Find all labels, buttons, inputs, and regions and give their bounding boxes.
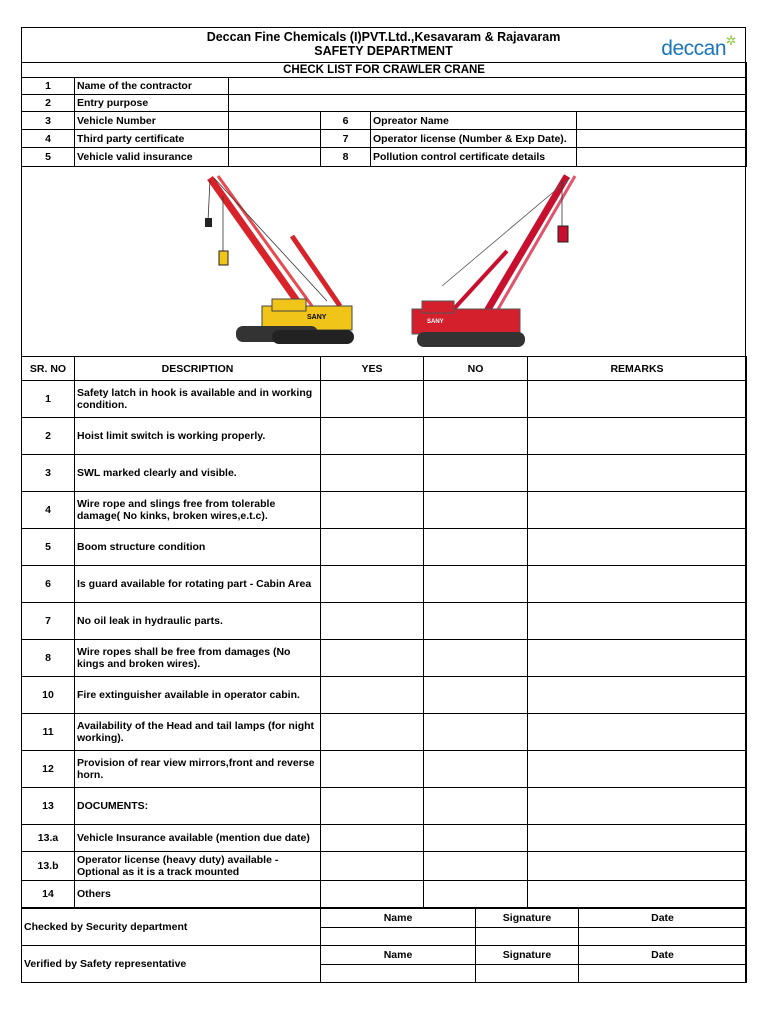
row-description: Provision of rear view mirrors,front and reverse horn.	[75, 751, 321, 788]
row-description: Hoist limit switch is working properly.	[75, 418, 321, 455]
info-label: Opreator Name	[371, 112, 577, 130]
row-sr: 6	[22, 566, 75, 603]
remarks-cell[interactable]	[528, 881, 747, 908]
no-cell[interactable]	[424, 566, 528, 603]
info-no: 7	[321, 130, 371, 148]
info-label: Entry purpose	[75, 95, 229, 112]
info-value-field[interactable]	[229, 130, 321, 148]
yes-cell[interactable]	[321, 714, 424, 751]
remarks-cell[interactable]	[528, 529, 747, 566]
security-date-field[interactable]	[579, 928, 747, 946]
row-description: Fire extinguisher available in operator cabin.	[75, 677, 321, 714]
row-description: Operator license (heavy duty) available - Optional as it is a track mounted	[75, 852, 321, 881]
signoff-row-safety	[22, 946, 747, 965]
info-value-field[interactable]	[229, 95, 747, 112]
signoff-table	[21, 908, 747, 983]
row-sr: 8	[22, 640, 75, 677]
row-description: Is guard available for rotating part - Cabin Area	[75, 566, 321, 603]
signoff-date-header: Date	[579, 946, 747, 965]
checklist-table	[21, 356, 747, 908]
col-header-yes: YES	[321, 357, 424, 381]
signoff-row-security	[22, 909, 747, 928]
row-description: Safety latch in hook is available and in working condition.	[75, 381, 321, 418]
table-row	[22, 825, 747, 852]
info-no: 1	[22, 78, 75, 95]
checklist-title: CHECK LIST FOR CRAWLER CRANE	[22, 63, 747, 78]
signoff-label: Checked by Security department	[22, 909, 321, 946]
no-cell[interactable]	[424, 881, 528, 908]
remarks-cell[interactable]	[528, 418, 747, 455]
info-value-field[interactable]	[229, 78, 747, 95]
safety-date-field[interactable]	[579, 965, 747, 983]
no-cell[interactable]	[424, 529, 528, 566]
info-no: 8	[321, 148, 371, 167]
info-no: 2	[22, 95, 75, 112]
row-sr: 4	[22, 492, 75, 529]
table-row	[22, 455, 747, 492]
crane-images-area	[21, 166, 746, 356]
safety-signature-field[interactable]	[476, 965, 579, 983]
col-header-sr: SR. NO	[22, 357, 75, 381]
info-value-field[interactable]	[577, 148, 747, 167]
row-sr: 13.a	[22, 825, 75, 852]
security-signature-field[interactable]	[476, 928, 579, 946]
crane-brand-label: SANY	[427, 319, 444, 325]
table-row	[22, 492, 747, 529]
remarks-cell[interactable]	[528, 825, 747, 852]
info-table	[21, 62, 747, 167]
yes-cell[interactable]	[321, 603, 424, 640]
remarks-cell[interactable]	[528, 640, 747, 677]
row-sr: 13	[22, 788, 75, 825]
row-sr: 10	[22, 677, 75, 714]
row-sr: 1	[22, 381, 75, 418]
table-row	[22, 603, 747, 640]
row-description: Vehicle Insurance available (mention due date)	[75, 825, 321, 852]
remarks-cell[interactable]	[528, 714, 747, 751]
yes-cell[interactable]	[321, 418, 424, 455]
col-header-no: NO	[424, 357, 528, 381]
row-sr: 14	[22, 881, 75, 908]
info-value-field[interactable]	[577, 130, 747, 148]
remarks-cell[interactable]	[528, 566, 747, 603]
col-header-remarks: REMARKS	[528, 357, 747, 381]
document-header	[21, 27, 746, 63]
yes-cell[interactable]	[321, 566, 424, 603]
info-no: 5	[22, 148, 75, 167]
row-description: SWL marked clearly and visible.	[75, 455, 321, 492]
remarks-cell[interactable]	[528, 677, 747, 714]
info-label: Name of the contractor	[75, 78, 229, 95]
yes-cell[interactable]	[321, 751, 424, 788]
crawler-crane-right-image	[412, 176, 575, 347]
no-cell[interactable]	[424, 492, 528, 529]
row-description: Wire rope and slings free from tolerable damage( No kinks, broken wires,e.t.c).	[75, 492, 321, 529]
info-label: Third party certificate	[75, 130, 229, 148]
no-cell[interactable]	[424, 825, 528, 852]
info-label: Operator license (Number & Exp Date).	[371, 130, 577, 148]
logo-text: deccan	[661, 37, 726, 60]
info-value-field[interactable]	[229, 112, 321, 130]
row-sr: 2	[22, 418, 75, 455]
crane-brand-label: SANY	[307, 314, 327, 321]
yes-cell[interactable]	[321, 881, 424, 908]
row-sr: 12	[22, 751, 75, 788]
info-label: Vehicle Number	[75, 112, 229, 130]
row-sr: 5	[22, 529, 75, 566]
logo-leaf-icon: ✲	[725, 33, 736, 48]
row-description: Boom structure condition	[75, 529, 321, 566]
signoff-label: Verified by Safety representative	[22, 946, 321, 983]
remarks-cell[interactable]	[528, 603, 747, 640]
signoff-signature-header: Signature	[476, 909, 579, 928]
yes-cell[interactable]	[321, 455, 424, 492]
table-row	[22, 714, 747, 751]
row-sr: 11	[22, 714, 75, 751]
table-row	[22, 566, 747, 603]
table-row	[22, 751, 747, 788]
no-cell[interactable]	[424, 603, 528, 640]
signoff-name-header: Name	[321, 946, 476, 965]
table-row	[22, 640, 747, 677]
info-value-field[interactable]	[577, 112, 747, 130]
crawler-crane-left-image	[205, 176, 354, 344]
safety-name-field[interactable]	[321, 965, 476, 983]
table-row	[22, 381, 747, 418]
table-row	[22, 852, 747, 881]
row-description: Wire ropes shall be free from damages (No kings and broken wires).	[75, 640, 321, 677]
row-description: DOCUMENTS:	[75, 788, 321, 825]
info-label: Pollution control certificate details	[371, 148, 577, 167]
signoff-signature-header: Signature	[476, 946, 579, 965]
yes-cell[interactable]	[321, 788, 424, 825]
company-name: Deccan Fine Chemicals (I)PVT.Ltd.,Kesavaram & Rajavaram	[206, 30, 561, 44]
row-sr: 3	[22, 455, 75, 492]
table-row	[22, 418, 747, 455]
row-sr: 7	[22, 603, 75, 640]
yes-cell[interactable]	[321, 381, 424, 418]
table-row	[22, 881, 747, 908]
no-cell[interactable]	[424, 751, 528, 788]
info-no: 3	[22, 112, 75, 130]
row-description: Availability of the Head and tail lamps (for night working).	[75, 714, 321, 751]
info-no: 4	[22, 130, 75, 148]
yes-cell[interactable]	[321, 640, 424, 677]
table-row	[22, 529, 747, 566]
yes-cell[interactable]	[321, 529, 424, 566]
remarks-cell[interactable]	[528, 381, 747, 418]
no-cell[interactable]	[424, 640, 528, 677]
no-cell[interactable]	[424, 852, 528, 881]
yes-cell[interactable]	[321, 825, 424, 852]
row-description: Others	[75, 881, 321, 908]
no-cell[interactable]	[424, 714, 528, 751]
signoff-name-header: Name	[321, 909, 476, 928]
crane-illustrations	[22, 166, 745, 356]
table-row	[22, 677, 747, 714]
deccan-logo	[661, 33, 736, 61]
remarks-cell[interactable]	[528, 751, 747, 788]
col-header-description: DESCRIPTION	[75, 357, 321, 381]
no-cell[interactable]	[424, 455, 528, 492]
no-cell[interactable]	[424, 677, 528, 714]
no-cell[interactable]	[424, 788, 528, 825]
row-sr: 13.b	[22, 852, 75, 881]
yes-cell[interactable]	[321, 677, 424, 714]
remarks-cell[interactable]	[528, 492, 747, 529]
no-cell[interactable]	[424, 381, 528, 418]
table-row	[22, 788, 747, 825]
checklist-header-row	[22, 357, 747, 381]
row-description: No oil leak in hydraulic parts.	[75, 603, 321, 640]
no-cell[interactable]	[424, 418, 528, 455]
yes-cell[interactable]	[321, 852, 424, 881]
department-name: SAFETY DEPARTMENT	[314, 44, 453, 58]
remarks-cell[interactable]	[528, 788, 747, 825]
info-no: 6	[321, 112, 371, 130]
yes-cell[interactable]	[321, 492, 424, 529]
signoff-date-header: Date	[579, 909, 747, 928]
security-name-field[interactable]	[321, 928, 476, 946]
info-value-field[interactable]	[229, 148, 321, 167]
remarks-cell[interactable]	[528, 852, 747, 881]
remarks-cell[interactable]	[528, 455, 747, 492]
info-label: Vehicle valid insurance	[75, 148, 229, 167]
